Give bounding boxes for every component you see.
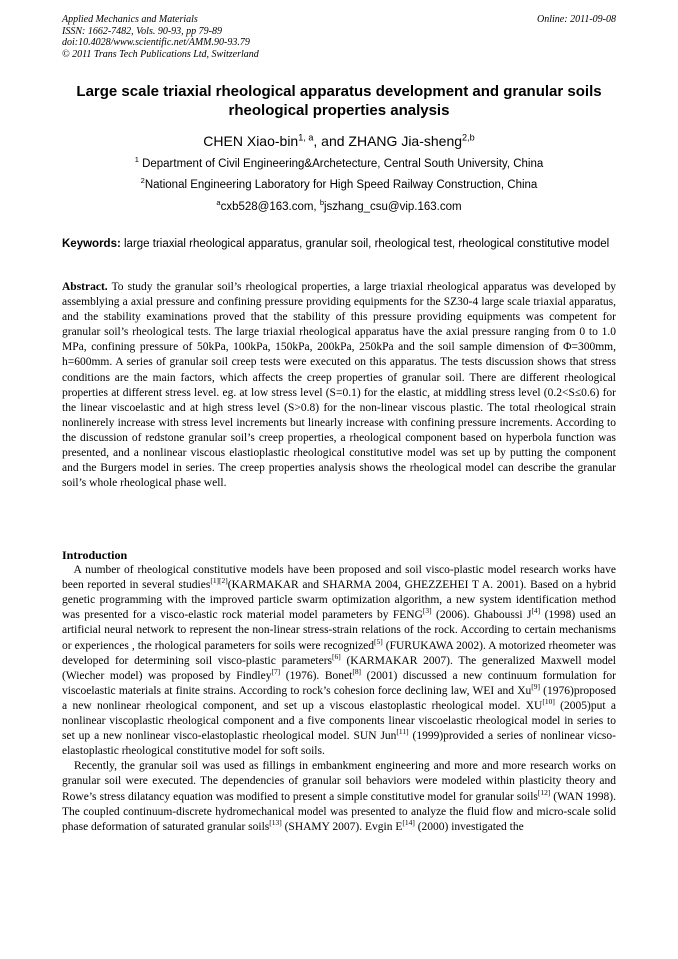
p1-text: (1976). Bonet: [280, 669, 353, 682]
citation-ref: [4]: [531, 606, 541, 616]
p2-text: (SHAMY 2007). Evgin E: [281, 820, 403, 833]
citation-ref: [11]: [396, 727, 409, 737]
keywords-label: Keywords:: [62, 238, 121, 250]
citation-ref: [12]: [537, 787, 551, 797]
p2-text: (WAN 1998). The coupled continuum-discrete hydromechanical model was presented to analyze the fluid flow and micro-scale solid phase deformation of saturated granular soils: [62, 790, 616, 833]
p1-text: (FURUKAWA 2002). A motorized rheometer was developed for determining soil visco-plastic parameters: [62, 639, 616, 667]
p1-text: (2005)put a nonlinear viscoplastic rheological component and a five components linear viscoelastic rheological model in series to set up a new nonlinear visco-elastoplastic rheological model. SUN Jun: [62, 699, 616, 743]
citation-ref: [13]: [269, 817, 282, 827]
p1-text: (KARMAKAR and SHARMA 2004, GHEZZEHEI T A. 2001). Based on a hybrid genetic programming with the improved particle swarm optimization algorithm, a new system identification method was presented for a visco-elastic rock material model parameters by FENG: [62, 579, 616, 622]
email-b-marker: b: [319, 198, 324, 208]
citation-ref: [10]: [542, 697, 555, 707]
p1-text: (1999)provided a series of nonlinear vicso-elastoplastic rheological constitutive model for soft soils.: [62, 730, 616, 758]
p1-text: (2001) discussed a new continuum formulation for viscoelastic materials at finite strains. According to rock’s cohesion force declining law, WEI and Xu: [62, 669, 616, 697]
p1-text: (1998) used an artificial neural network to represent the non-linear stress-strain relations of the rock. According to certain mechanisms or experiences , the rhological parameters for soils were recognized: [62, 609, 616, 652]
copyright-line: © 2011 Trans Tech Publications Ltd, Switzerland: [62, 48, 259, 60]
affiliation-1: [62, 157, 616, 171]
doi-line: doi:10.4028/www.scientific.net/AMM.90-93.79: [62, 37, 250, 48]
email-a-marker: a: [216, 198, 221, 208]
author-1: CHEN Xiao-bin: [203, 133, 299, 149]
p1-text: (KARMAKAR 2007). The generalized Maxwell model (Wiecher model) was proposed by Findley: [62, 654, 616, 682]
author-2: , and ZHANG Jia-sheng: [313, 133, 463, 149]
citation-ref: [1][2]: [210, 576, 228, 586]
author-2-marker: 2,b: [462, 132, 475, 143]
keywords-block: [62, 237, 616, 251]
p2-text: Recently, the granular soil was used as fillings in embankment engineering and more and more research works on granular soil were executed. The dependencies of granular soil behaviors were modeled within plasticity theory and Rowe’s stress dilatancy equation was modified to present a simple constitutive model for granular soils: [62, 760, 616, 803]
affiliation-2-marker: 2: [140, 176, 145, 186]
citation-ref: [3]: [422, 606, 432, 616]
author-1-marker: 1, a: [298, 132, 314, 143]
abstract-block: [62, 280, 616, 491]
citation-ref: [5]: [374, 636, 383, 646]
issn-line: ISSN: 1662-7482, Vols. 90-93, pp 79-89: [62, 25, 222, 37]
affiliation-1-text: Department of Civil Engineering&Archetecture, Central South University, China: [138, 158, 544, 170]
affiliation-2: [62, 178, 616, 192]
email-line: [62, 200, 616, 214]
abstract-text: To study the granular soil’s rheological properties, a large triaxial rheological apparatus was developed by assemblying a axial pressure and confining pressure providing equipments for the SZ30-4 large scale triaxial apparatus, and the stability examinations proved that the stability of this pressure providing equipments was competent for granular soil’s rheological tests. The large triaxial rheological apparatus have the axial pressure ranging from 0 to 1.0 MPa, confining pressure of 50kPa, 100kPa, 150kPa, 200kPa, 250kPa and the soil sample dimension of Φ=300mm, h=600mm. A series of granular soil creep tests were executed on this apparatus. The tests discussion shows that stress conditions are the main factors, which affects the creep properties of granular soil. There are different rheological properties at different stress level. eg. at low stress level (S=0.1) for the elastic, at middling stress level (0.2<S≤0.6) for the linear viscoelastic and at high stress level (S>0.8) for the non-linear viscous plastic. The total rheological strain nonlinerely increase with stress level increments but linearly increase with confining pressure increments. According to the discussion of redstone granular soil’s creep properties, a rheological component based on hyperbola function was presented, and a nonlinear viscous elastioplastic rheological constitutive model was set up by putting the component and the Burgers model in series. The creep properties analysis shows the rheological model can describe the granular soil’s whole rheological phase well.: [62, 281, 616, 490]
author-line: [62, 132, 616, 150]
intro-paragraph-1: [62, 563, 616, 759]
intro-paragraph-2: [62, 759, 616, 834]
p1-text: A number of rheological constitutive models have been proposed and soil visco-plastic model research works have been reported in several studies: [62, 564, 616, 592]
citation-ref: [14]: [402, 817, 415, 827]
p2-text: (2000) investigated the: [414, 820, 524, 833]
citation-ref: [8]: [352, 666, 362, 676]
affiliation-1-marker: 1: [134, 155, 139, 165]
p1-text: (2006). Ghaboussi J: [431, 609, 532, 622]
paper-title: Large scale triaxial rheological apparatus development and granular soils rheological properties analysis: [76, 83, 602, 119]
journal-header: [62, 14, 616, 60]
citation-ref: [9]: [531, 682, 540, 692]
journal-name: Applied Mechanics and Materials: [62, 14, 198, 25]
introduction-heading: Introduction: [62, 548, 128, 562]
keywords-text: large triaxial rheological apparatus, granular soil, rheological test, rheological constitutive model: [120, 238, 610, 250]
online-date: Online: 2011-09-08: [537, 14, 616, 25]
affiliation-2-text: National Engineering Laboratory for High Speed Railway Construction, China: [144, 179, 538, 191]
citation-ref: [6]: [332, 651, 341, 661]
citation-ref: [7]: [271, 666, 281, 676]
email-b[interactable]: jszhang_csu@vip.163.com: [323, 201, 462, 213]
introduction-section: [62, 548, 616, 835]
p1-text: (1976)proposed a new nonlinear rheological component, and set up a viscous elastoplastic rheological model. XU: [62, 684, 616, 712]
abstract-label: Abstract.: [62, 281, 108, 293]
email-a[interactable]: cxb528@163.com,: [220, 201, 320, 213]
